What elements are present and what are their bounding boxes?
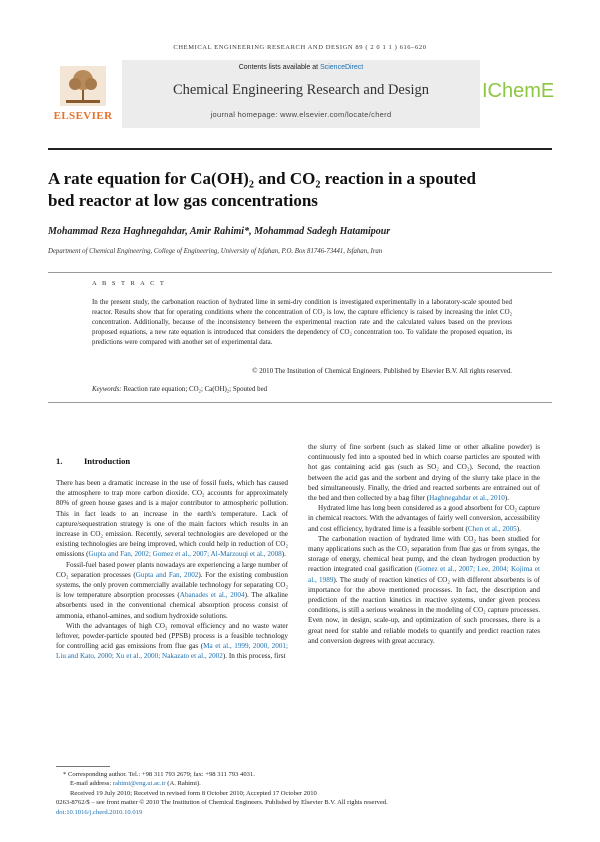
email-suffix: (A. Rahimi).	[165, 780, 201, 788]
issn-line: 0263-8762/$ – see front matter © 2010 The Institution of Chemical Engineers. Published by Elsevier B.V. All rights reserved.	[56, 799, 388, 807]
abstract-body: In the present study, the carbonation reaction of hydrated lime in semi-dry condition is investigated experimentally in a laboratory-scale spouted bed reactor. Results show that for operating conditions where the concentration of CO₂ is low, the capture efficiency is raised by increasing the inlet CO₂ concentration. Additionally, because of the inconsistency between the experimental reaction rate and the calculated values based on the previous proposed equations, a new rate equation is introduced that considers the dependency of CO₂ concentration too. To validate the proposed equation, its predictions were compared with another set of experimental data.	[92, 299, 512, 346]
journal-name: Chemical Engineering Research and Design	[172, 82, 430, 98]
paragraph-text: ). The alkaline absorbents used in the conventional chemical absorption process consist of ammonia, ethanol-amines, and sodium hydroxide solutions.	[56, 591, 288, 620]
running-head: CHEMICAL ENGINEERING RESEARCH AND DESIGN 89 ( 2 0 1 1 ) 616–620	[173, 44, 427, 51]
citation-link[interactable]: Gomez et al., 2007; Lee, 2004; Kojima et al., 1989	[308, 565, 540, 584]
paragraph	[56, 560, 288, 621]
email-note	[56, 779, 526, 788]
masthead-banner	[122, 60, 480, 128]
affiliation: Department of Chemical Engineering, College of Engineering, University of Isfahan, P.O. Box 81746-73441, Isfahan, Iran	[48, 248, 383, 255]
journal-homepage[interactable]: journal homepage: www.elsevier.com/locate/cherd	[210, 110, 392, 119]
icheme-logo: IChemE	[482, 80, 555, 102]
abstract-bottom-rule	[48, 402, 552, 403]
section-title: Introduction	[84, 456, 131, 466]
doi-link[interactable]: doi:10.1016/j.cherd.2010.10.019	[56, 808, 143, 816]
paragraph-text: ).	[504, 494, 509, 503]
keywords-list: Reaction rate equation; CO₂; Ca(OH)₂; Spouted bed	[123, 386, 268, 393]
paragraph-text: With the advantages of high CO₂ removal efficiency and no waste water leftover, powder-particle spouted bed (PPSB) process is a feasible technology for controlling acid gas emissions from flue gas (	[56, 621, 288, 651]
keywords	[92, 386, 512, 393]
citation-link[interactable]: Gupta and Fan, 2002; Gomez et al., 2007; Al-Marzouqi et al., 2008	[88, 550, 282, 559]
paragraph	[308, 503, 540, 534]
paragraph-text: ). For the existing combustion systems, the only proven commercially available technology for separating CO₂ is low temperature absorption processes (	[56, 570, 288, 600]
left-column	[56, 478, 288, 662]
paragraph-text: ).	[281, 550, 286, 559]
paragraph-text: ).	[516, 524, 521, 533]
citation-link[interactable]: Gupta and Fan, 2002	[135, 570, 199, 579]
citation-link[interactable]: Haghnegahdar et al., 2010	[429, 494, 505, 503]
footnote-rule	[56, 766, 110, 767]
paragraph	[308, 442, 540, 503]
author-list: Mohammad Reza Haghnegahdar, Amir Rahimi*, Mohammad Sadegh Hatamipour	[48, 226, 391, 237]
section-number: 1.	[56, 456, 63, 466]
journal-masthead	[48, 60, 555, 128]
masthead-rule	[48, 148, 552, 150]
article-title	[48, 168, 548, 212]
contents-prefix: Contents lists available at	[238, 64, 321, 71]
abstract-top-rule	[48, 272, 552, 273]
paragraph-text: The carbonation reaction of hydrated lime with CO₂ has been studied for many applications such as the CO₂ separation from flue gas or from syngas, the storage of energy, chemical heat pump, and the clean hydrogen production by reaction integrated coal gasification (	[308, 534, 540, 574]
footnotes	[56, 770, 526, 817]
sciencedirect-link[interactable]: ScienceDirect	[320, 64, 364, 71]
received-dates: Received 19 July 2010; Received in revised form 8 October 2010; Accepted 17 October 2010	[70, 789, 317, 797]
paragraph-text: Fossil-fuel based power plants nowadays are experiencing a large number of CO₂ separation processes (	[56, 560, 288, 579]
elsevier-tree-icon	[60, 66, 106, 106]
citation-link[interactable]: Chen et al., 2005	[467, 524, 517, 533]
email-label: E-mail address:	[70, 780, 113, 788]
paragraph-text: ). The study of reaction kinetics of CO₂ with different absorbents is of importance for the above mentioned processes. In fact, the description and prediction of the reaction kinetics in reactive systems, under given process conditions, is still a serious weakness in the modeling of CO₂ capture processes. Even now, in design, scale-up, and optimization of such processes, there is a great need for stable and reliable models to quantify and predict reaction rates and conversion degrees with great accuracy.	[308, 575, 541, 645]
paragraph	[308, 534, 540, 646]
title-line-1: A rate equation for Ca(OH)₂ and CO₂ reaction in a spouted	[48, 169, 476, 188]
email-link[interactable]: rahimi@eng.ui.ac.ir	[112, 780, 166, 788]
keywords-label: Keywords:	[92, 386, 122, 393]
paragraph	[56, 478, 288, 560]
contents-line	[122, 64, 480, 71]
title-line-2: bed reactor at low gas concentrations	[48, 191, 318, 210]
paragraph-text: Hydrated lime has long been considered as a good absorbent for CO₂ capture in chemical reactors. With the advantages of fairly well conversion, accessibility and cost efficiency, hydrated lime is a feasible sorbent (	[308, 504, 540, 533]
paragraph-text: ). In this process, first	[222, 652, 286, 661]
paragraph-text: the slurry of fine sorbent (such as slaked lime or other alkaline powder) is continuously fed into a spouted bed in which coarse particles are spouted with hot gas containing acid gas (such as SO₂ and CO₂). Second, the reaction between the acid gas and the sorbent and drying of the slurry take place in the bed simultaneously. Finally, the dried and reacted sorbents are entrained out of the bed and then collected by a bag filter (	[308, 443, 540, 503]
abstract-heading: A B S T R A C T	[92, 280, 166, 287]
citation-link[interactable]: Abanades et al., 2004	[179, 591, 245, 600]
paragraph-text: There has been a dramatic increase in the use of fossil fuels, which has caused the atmosphere to trap more carbon dioxide. CO₂ accounts for approximately 80% of green house gases and is a major contributor to atmospheric pollution. This in fact leads to an increase in the earth's temperature. Lack of capture/sequestration strategy is one of the main factors which results in an increase in CO₂ emission. Recently, several technologies are developed or the existing technologies are being improved, which could help in reduction of CO₂ emissions (	[56, 479, 288, 559]
right-column	[308, 442, 540, 646]
section-heading	[56, 456, 130, 466]
abstract-copyright: © 2010 The Institution of Chemical Engineers. Published by Elsevier B.V. All rights reserved.	[252, 368, 512, 375]
citation-link[interactable]: Ma et al., 1999, 2000, 2001; Liu and Kato, 2000; Xu et al., 2000; Nakazato et al., 2002	[56, 642, 288, 661]
paragraph	[56, 621, 288, 662]
corresponding-author-note: * Corresponding author. Tel.: +98 311 793 2679; fax: +98 311 793 4031.	[63, 771, 255, 778]
elsevier-wordmark: ELSEVIER	[53, 110, 113, 122]
elsevier-logo	[48, 60, 118, 128]
